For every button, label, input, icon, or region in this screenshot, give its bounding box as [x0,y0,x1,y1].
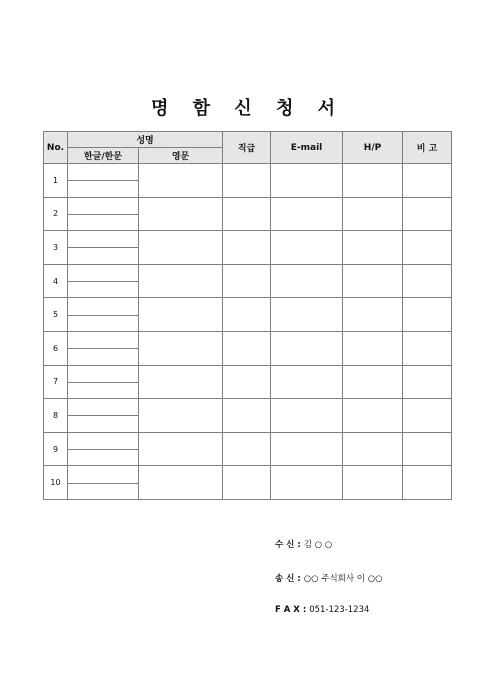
row-number: 10 [44,466,68,500]
row-number: 9 [44,432,68,466]
business-card-request-table [43,131,452,500]
position-cell[interactable] [223,432,271,466]
cell-divider [68,483,138,484]
cell-divider [68,449,138,450]
header-note: 비 고 [403,132,452,164]
table-row [44,197,452,231]
table-row [44,164,452,198]
name-kor-cell[interactable] [68,466,139,500]
table-row [44,298,452,332]
name-eng-cell[interactable] [139,365,223,399]
note-cell[interactable] [403,231,452,265]
row-number: 3 [44,231,68,265]
email-cell[interactable] [271,399,343,433]
recipient-value: 김 ○ ○ [303,540,333,550]
name-kor-cell[interactable] [68,264,139,298]
table-row [44,264,452,298]
note-cell[interactable] [403,399,452,433]
page-title: 명 함 신 청 서 [150,98,344,119]
email-cell[interactable] [271,264,343,298]
name-kor-cell[interactable] [68,231,139,265]
name-eng-cell[interactable] [139,164,223,198]
hp-cell[interactable] [343,264,403,298]
header-name-kor: 한글/한문 [68,148,139,164]
note-cell[interactable] [403,466,452,500]
sender-label: 송 신 : [275,574,301,584]
email-cell[interactable] [271,164,343,198]
sender-line [275,572,383,584]
email-cell[interactable] [271,231,343,265]
name-eng-cell[interactable] [139,432,223,466]
sender-value: ○○ 주식회사 이 ○○ [303,574,383,584]
email-cell[interactable] [271,466,343,500]
email-cell[interactable] [271,298,343,332]
row-number: 8 [44,399,68,433]
cell-divider [68,281,138,282]
hp-cell[interactable] [343,298,403,332]
row-number: 7 [44,365,68,399]
name-kor-cell[interactable] [68,164,139,198]
fax-value: 051-123-1234 [309,605,370,615]
hp-cell[interactable] [343,164,403,198]
hp-cell[interactable] [343,231,403,265]
row-number: 5 [44,298,68,332]
hp-cell[interactable] [343,331,403,365]
row-number: 4 [44,264,68,298]
note-cell[interactable] [403,197,452,231]
cell-divider [68,180,138,181]
fax-label: F A X : [275,605,307,615]
position-cell[interactable] [223,164,271,198]
table-row [44,432,452,466]
hp-cell[interactable] [343,197,403,231]
name-eng-cell[interactable] [139,264,223,298]
row-number: 2 [44,197,68,231]
table-row [44,399,452,433]
recipient-line [275,538,332,550]
note-cell[interactable] [403,365,452,399]
position-cell[interactable] [223,298,271,332]
row-number: 6 [44,331,68,365]
note-cell[interactable] [403,432,452,466]
header-name-eng: 영문 [139,148,223,164]
hp-cell[interactable] [343,432,403,466]
name-kor-cell[interactable] [68,399,139,433]
name-kor-cell[interactable] [68,298,139,332]
position-cell[interactable] [223,365,271,399]
header-email: E-mail [271,132,343,164]
email-cell[interactable] [271,365,343,399]
name-kor-cell[interactable] [68,197,139,231]
note-cell[interactable] [403,164,452,198]
name-eng-cell[interactable] [139,298,223,332]
cell-divider [68,315,138,316]
cell-divider [68,214,138,215]
hp-cell[interactable] [343,399,403,433]
position-cell[interactable] [223,197,271,231]
name-eng-cell[interactable] [139,231,223,265]
table-row [44,466,452,500]
note-cell[interactable] [403,331,452,365]
row-number: 1 [44,164,68,198]
email-cell[interactable] [271,432,343,466]
name-eng-cell[interactable] [139,197,223,231]
recipient-label: 수 신 : [275,540,301,550]
header-hp: H/P [343,132,403,164]
hp-cell[interactable] [343,466,403,500]
position-cell[interactable] [223,231,271,265]
note-cell[interactable] [403,298,452,332]
cell-divider [68,415,138,416]
name-eng-cell[interactable] [139,399,223,433]
header-position: 직급 [223,132,271,164]
email-cell[interactable] [271,331,343,365]
cell-divider [68,247,138,248]
email-cell[interactable] [271,197,343,231]
table-row [44,231,452,265]
position-cell[interactable] [223,399,271,433]
cell-divider [68,348,138,349]
name-eng-cell[interactable] [139,466,223,500]
table-row [44,331,452,365]
position-cell[interactable] [223,264,271,298]
name-kor-cell[interactable] [68,331,139,365]
header-no: No. [44,132,68,164]
table-row [44,365,452,399]
name-kor-cell[interactable] [68,365,139,399]
position-cell[interactable] [223,466,271,500]
name-eng-cell[interactable] [139,331,223,365]
cell-divider [68,382,138,383]
position-cell[interactable] [223,331,271,365]
hp-cell[interactable] [343,365,403,399]
name-kor-cell[interactable] [68,432,139,466]
header-name: 성명 [68,132,223,148]
fax-line [275,605,369,615]
note-cell[interactable] [403,264,452,298]
